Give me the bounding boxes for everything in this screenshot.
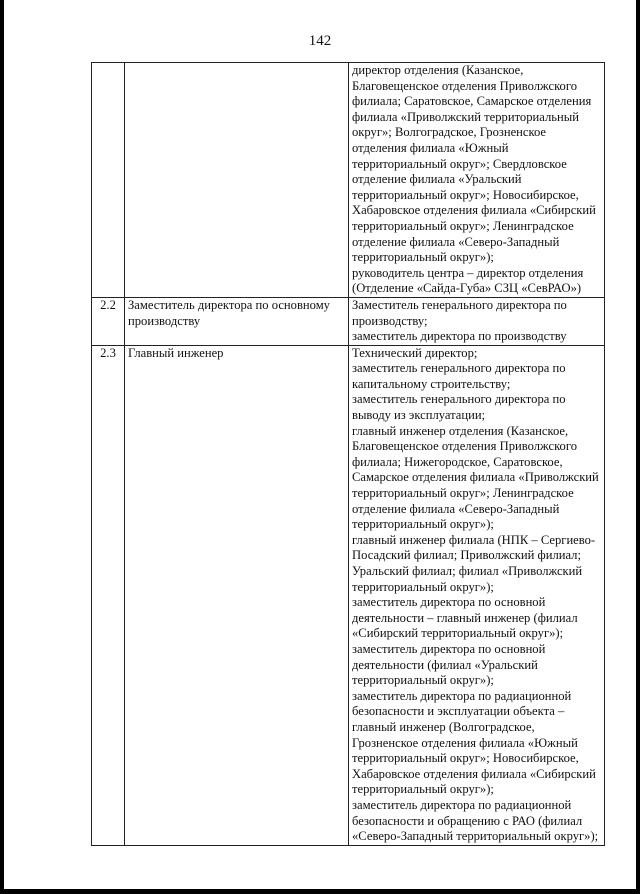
position-line: «Северо-Западный территориальный округ»);	[352, 829, 599, 844]
row-number: 2.2	[92, 297, 125, 345]
position-line: главный инженер (Волгоградское,	[352, 719, 535, 734]
position-line: заместитель генерального директора по	[352, 361, 566, 376]
position-line: территориальный округ»; Ленинградское	[352, 218, 574, 233]
scan-border-left	[0, 0, 4, 894]
position-line: (Отделение «Сайда-Губа» СЗЦ «СевРАО»)	[352, 281, 582, 296]
position-line: безопасности и обращению с РАО (филиал	[352, 813, 583, 828]
position-line: территориальный округ»; Свердловское	[352, 156, 567, 171]
position-line: филиала «Приволжский территориальный	[352, 109, 579, 124]
position-line: заместитель директора по радиационной	[352, 797, 572, 812]
position-line: производству;	[352, 313, 428, 328]
positions-table	[91, 62, 605, 846]
scan-border-right	[636, 0, 640, 894]
position-line: территориальный округ»);	[352, 517, 494, 532]
position-line: руководитель центра – директор отделения	[352, 265, 584, 280]
position-line: заместитель директора по основной	[352, 595, 546, 610]
position-line: Благовещенское отделения Приволжского	[352, 439, 577, 454]
position-line: отделения филиала «Южный	[352, 140, 509, 155]
scan-border-bottom	[0, 889, 640, 894]
table-row	[92, 345, 605, 845]
position-line: филиала; Нижегородское, Саратовское,	[352, 454, 563, 469]
position-line: территориальный округ»; Новосибирское,	[352, 187, 579, 202]
position-line: «Сибирский территориальный округ»);	[352, 626, 564, 641]
position-line: заместитель генерального директора по	[352, 392, 566, 407]
position-line: Благовещенское отделения Приволжского	[352, 78, 577, 93]
position-line: территориальный округ»);	[352, 782, 494, 797]
table-row	[92, 297, 605, 345]
position-line: заместитель директора по основной	[352, 641, 546, 656]
position-line: Уральский филиал; филиал «Приволжский	[352, 564, 583, 578]
position-line: филиала; Саратовское, Самарское отделения	[352, 94, 592, 109]
position-line: заместитель директора по радиационной	[352, 688, 572, 703]
position-line: Грозненское отделения филиала «Южный	[352, 735, 578, 750]
row-title	[125, 297, 349, 345]
row-positions	[349, 297, 605, 345]
row-number: 2.3	[92, 345, 125, 845]
position-line: отделение филиала «Уральский	[352, 172, 522, 187]
position-line: отделение филиала «Северо-Западный	[352, 234, 560, 249]
position-line: территориальный округ»; Новосибирское,	[352, 751, 579, 766]
table-row	[92, 63, 605, 298]
position-line: территориальный округ»);	[352, 250, 494, 265]
position-line: территориальный округ»);	[352, 673, 494, 688]
position-line: главный инженер филиала (НПК – Сергиево-	[352, 532, 596, 547]
row-positions	[349, 63, 605, 298]
page-number: 142	[308, 33, 332, 49]
position-line: Заместитель генерального директора по	[352, 297, 567, 312]
position-line: территориальный округ»; Ленинградское	[352, 486, 574, 501]
position-line: Посадский филиал; Приволжский филиал;	[352, 548, 581, 563]
position-line: округ»; Волгоградское, Грозненское	[352, 125, 547, 140]
row-title	[125, 345, 349, 845]
position-line: деятельности – главный инженер (филиал	[352, 610, 578, 625]
position-line: Самарское отделения филиала «Приволжский	[352, 470, 599, 485]
position-line: безопасности и эксплуатации объекта –	[352, 704, 565, 719]
row-positions	[349, 345, 605, 845]
position-line: капитальному строительству;	[352, 376, 511, 391]
position-line: территориальный округ»);	[352, 579, 494, 594]
row-number	[92, 63, 125, 298]
position-line: выводу из эксплуатации;	[352, 408, 486, 423]
position-line: главный инженер отделения (Казанское,	[352, 423, 569, 438]
position-line: Хабаровское отделения филиала «Сибирский	[352, 766, 596, 781]
row-title-line: Заместитель директора по основному	[128, 297, 330, 312]
position-line: деятельности (филиал «Уральский	[352, 657, 538, 672]
row-title	[125, 63, 349, 298]
position-line: заместитель директора по производству	[352, 329, 567, 344]
position-line: директор отделения (Казанское,	[352, 63, 524, 77]
position-line: Хабаровское отделения филиала «Сибирский	[352, 203, 596, 218]
position-line: отделение филиала «Северо-Западный	[352, 501, 560, 516]
row-title-line: Главный инженер	[128, 345, 224, 360]
position-line: Технический директор;	[352, 345, 478, 360]
row-title-line: производству	[128, 313, 201, 328]
